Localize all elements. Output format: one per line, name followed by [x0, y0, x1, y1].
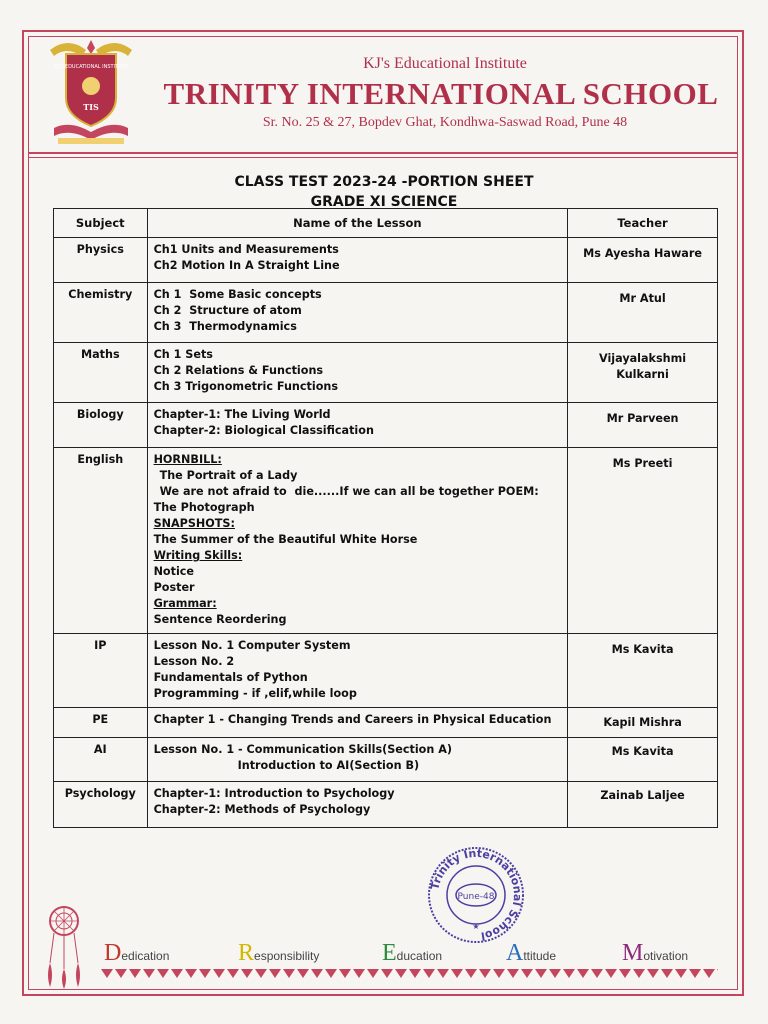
teacher-name: Ms Kavita [611, 745, 674, 758]
teacher-cell [568, 283, 718, 343]
table-row [54, 708, 718, 738]
dreamcatcher-icon [40, 903, 88, 989]
lesson-line: Sentence Reordering [153, 613, 287, 626]
teacher-name: Ms Preeti [612, 457, 673, 470]
logo-initials: TIS [83, 102, 99, 112]
lesson-line: Ch 1 Some Basic concepts [153, 288, 322, 301]
lesson-line: The Photograph [153, 501, 255, 514]
teacher-cell [568, 782, 718, 828]
subject-cell: Psychology [54, 782, 148, 828]
lesson-cell [147, 283, 568, 343]
sheet-subtitle: GRADE XI SCIENCE [310, 194, 458, 210]
lesson-section-heading: Writing Skills: [153, 549, 243, 562]
lesson-line: The Summer of the Beautiful White Horse [153, 533, 418, 546]
lesson-line: We are not afraid to die......If we can all be together POEM: [159, 485, 539, 498]
lesson-line: Chapter 1 - Changing Trends and Careers in Physical Education [153, 713, 552, 726]
subject-cell: Chemistry [54, 283, 148, 343]
teacher-name: Zainab Laljee [600, 789, 685, 802]
subject-cell: PE [54, 708, 148, 738]
table-row [54, 634, 718, 708]
teacher-name: Ms Ayesha Haware [583, 247, 702, 260]
motto-initial: M [622, 940, 644, 966]
header-teacher: Teacher [568, 209, 718, 238]
stamp-center-text: Pune-48 [457, 892, 495, 902]
school-stamp-icon [426, 845, 526, 945]
teacher-name: Mr Atul [619, 292, 666, 305]
teacher-cell [568, 708, 718, 738]
motto-word: edication [121, 949, 170, 963]
lesson-cell [147, 448, 568, 634]
teacher-cell [568, 738, 718, 782]
header-subject: Subject [54, 209, 148, 238]
table-row [54, 403, 718, 448]
lesson-cell [147, 782, 568, 828]
lesson-line: Introduction to AI(Section B) [237, 759, 420, 772]
lesson-line: Chapter-2: Biological Classification [153, 424, 374, 437]
motto-word: ttitude [523, 949, 557, 963]
institute-name: KJ's Educational Institute [363, 55, 527, 72]
subject-cell: English [54, 448, 148, 634]
teacher-cell [568, 403, 718, 448]
portion-table [53, 208, 718, 828]
lesson-cell [147, 343, 568, 403]
subject-cell: Maths [54, 343, 148, 403]
header-divider [28, 152, 738, 154]
table-row [54, 782, 718, 828]
motto-initial: R [238, 940, 255, 966]
table-row [54, 343, 718, 403]
motto-initial: D [104, 940, 122, 966]
table-row [54, 448, 718, 634]
lesson-line: Lesson No. 2 [153, 655, 235, 668]
lesson-section-heading: HORNBILL: [153, 453, 222, 466]
subject-cell: IP [54, 634, 148, 708]
teacher-cell [568, 634, 718, 708]
lesson-line: Programming - if ,elif,while loop [153, 687, 357, 700]
subject-cell: Physics [54, 238, 148, 283]
motto-dedication [104, 940, 169, 967]
table-row [54, 738, 718, 782]
lesson-line: Chapter-2: Methods of Psychology [153, 803, 371, 816]
logo-text: KJ'S EDUCATIONAL INSTITUTE [54, 64, 128, 70]
lesson-cell [147, 238, 568, 283]
lesson-cell [147, 403, 568, 448]
lesson-line: Chapter-1: Introduction to Psychology [153, 787, 395, 800]
motto-responsibility [238, 940, 319, 967]
lesson-line: Fundamentals of Python [153, 671, 308, 684]
subject-cell: AI [54, 738, 148, 782]
header-lesson: Name of the Lesson [147, 209, 568, 238]
lesson-line: Ch 2 Structure of atom [153, 304, 302, 317]
lesson-cell [147, 738, 568, 782]
motto-word: ducation [396, 949, 443, 963]
header-divider-thin [28, 157, 738, 158]
lesson-line: Ch 1 Sets [153, 348, 213, 361]
lesson-line: Poster [153, 581, 195, 594]
motto-education [382, 940, 442, 967]
lesson-line: Ch1 Units and Measurements [153, 243, 339, 256]
teacher-name: Ms Kavita [611, 643, 674, 656]
teacher-cell [568, 448, 718, 634]
lesson-line: Ch 3 Thermodynamics [153, 320, 297, 333]
lesson-line: The Portrait of a Lady [159, 469, 298, 482]
teacher-name: Mr Parveen [606, 412, 679, 425]
sheet-title: CLASS TEST 2023-24 -PORTION SHEET [234, 174, 534, 190]
motto-initial: E [382, 940, 397, 966]
teacher-name: Vijayalakshmi Kulkarni [598, 352, 687, 381]
stamp-ring-text: Trinity International School [428, 846, 525, 943]
table-row [54, 283, 718, 343]
table-row [54, 238, 718, 283]
lesson-line: Chapter-1: The Living World [153, 408, 331, 421]
lesson-line: Notice [153, 565, 195, 578]
svg-text:★: ★ [472, 922, 480, 931]
motto-motivation [622, 940, 688, 967]
table-header-row [54, 209, 718, 238]
school-name: TRINITY INTERNATIONAL SCHOOL [163, 76, 719, 111]
decorative-border [100, 968, 718, 980]
lesson-line: Lesson No. 1 - Communication Skills(Section A) [153, 743, 452, 756]
motto-initial: A [506, 940, 524, 966]
teacher-name: Kapil Mishra [603, 716, 682, 729]
lesson-cell [147, 634, 568, 708]
motto-word: otivation [643, 949, 689, 963]
motto-word: esponsibility [254, 949, 320, 963]
teacher-cell [568, 238, 718, 283]
subject-cell: Biology [54, 403, 148, 448]
school-logo-icon [48, 36, 134, 148]
motto-attitude [506, 940, 556, 967]
school-address: Sr. No. 25 & 27, Bopdev Ghat, Kondhwa-Saswad Road, Pune 48 [262, 115, 628, 130]
lesson-line: Ch 2 Relations & Functions [153, 364, 324, 377]
lesson-cell [147, 708, 568, 738]
lesson-line: Ch2 Motion In A Straight Line [153, 259, 340, 272]
lesson-line: Lesson No. 1 Computer System [153, 639, 351, 652]
teacher-cell [568, 343, 718, 403]
lesson-section-heading: Grammar: [153, 597, 217, 610]
lesson-line: Ch 3 Trigonometric Functions [153, 380, 339, 393]
lesson-section-heading: SNAPSHOTS: [153, 517, 235, 530]
